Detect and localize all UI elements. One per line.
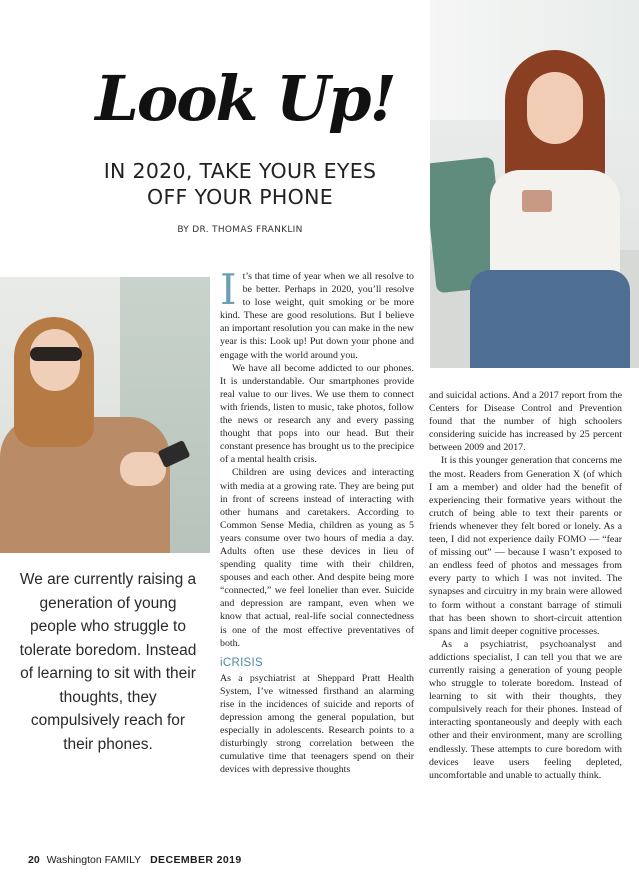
- photo-face: [527, 72, 583, 144]
- article-title: Look Up!: [95, 62, 395, 135]
- publication-name: Washington FAMILY: [46, 854, 142, 866]
- paragraph-text: t’s that time of year when we all resolve to be better. Perhaps in 2020, you’ll resolve to lose weight, quit smoking or be more kind. These are good resolutions. But I believe an important resolution you can make in the new year is this: Look up! Put down your phone and engage with the world around you.: [220, 271, 414, 361]
- photo-jeans: [470, 270, 630, 368]
- body-paragraph-7: As a psychiatrist, psychoanalyst and addictions specialist, I can tell you that we are currently raising a generation of young people who struggle to tolerate boredom. Instead of learning to sit with their thoughts, they compulsively reach for their phones. Instead of interacting spontaneously and deeply with each other and their environment, many are scrolling endlessly. These attempts to cure boredom with devices leave users feeling depleted, uncomfortable and unable to actually think.: [429, 638, 622, 781]
- subtitle-line-1: IN 2020, TAKE YOUR EYES: [103, 159, 377, 183]
- subtitle-line-2: OFF YOUR PHONE: [147, 185, 333, 209]
- photo-sunglasses: [30, 347, 82, 361]
- photo-woman-looking-up: [0, 277, 210, 553]
- photo-woman-on-couch-with-phone: [430, 0, 639, 368]
- article-subtitle: [40, 158, 440, 210]
- page-number: 20: [28, 854, 40, 866]
- body-column-1: [220, 265, 414, 777]
- body-paragraph-5: and suicidal actions. And a 2017 report from the Centers for Disease Control and Prevention found that the number of high schoolers considering suicide has increased by 25 percent between 2009 and 2017.: [429, 390, 622, 454]
- body-paragraph-6: It is this younger generation that concerns me the most. Readers from Generation X (of which I am a member) and older had the benefit of experiencing their formative years without the crutch of being able to text their parents or friends whenever they felt bored or lonely. As a teen, I did not experience daily FOMO — “fear of missing out” — because I wasn’t exposed to an endless feed of photos and messages from every party to which I was not invited. The synapses and circuitry in my brain were allowed to form without a constant barrage of stimuli that has been shown to short-circuit attention spans and limit deeper cognitive processes.: [429, 455, 622, 637]
- photo-shirt: [490, 170, 620, 280]
- photo-phone: [522, 190, 552, 212]
- pull-quote: We are currently raising a generation of young people who struggle to tolerate boredom. Instead of learning to sit with their thoughts, they compulsively reach for their phones.: [19, 571, 197, 753]
- drop-cap: I: [220, 265, 237, 314]
- body-column-2: [429, 389, 622, 782]
- section-heading: iCRISIS: [220, 656, 263, 669]
- page-footer: [28, 854, 428, 866]
- issue-date: DECEMBER 2019: [150, 854, 242, 866]
- body-paragraph-2: We have all become addicted to our phones. It is understandable. Our smartphones provide real value to our lives. We use them to connect with friends, listen to music, take photos, follow the news or research any and every passing thought that pops into our head. But their constant presence has brought us to the precipice of a mental health crisis.: [220, 362, 414, 466]
- byline: BY DR. THOMAS FRANKLIN: [177, 225, 303, 235]
- body-paragraph-4: As a psychiatrist at Sheppard Pratt Health System, I’ve witnessed firsthand an alarming rise in the incidences of suicide and reports of depression among the general population, but especially in adolescents. Research points to a disturbingly strong correlation between the cumulative time that teenagers spend on their devices with depressive thoughts: [220, 672, 414, 776]
- body-paragraph-1: [220, 265, 414, 362]
- body-paragraph-3: Children are using devices and interacting with media at a growing rate. They are being put in front of screens instead of interacting with other humans and caretakers. According to Common Sense Media, children as young as 5 years consume over two hours of media a day. Adults often use these devices in lieu of spending quality time with their children, spouses and each other. And despite being more “connected,” we feel lonelier than ever. Suicide and depression are rampant, even when we know that actual, real-life social connectedness is one of the most effective preventatives of both.: [220, 467, 414, 649]
